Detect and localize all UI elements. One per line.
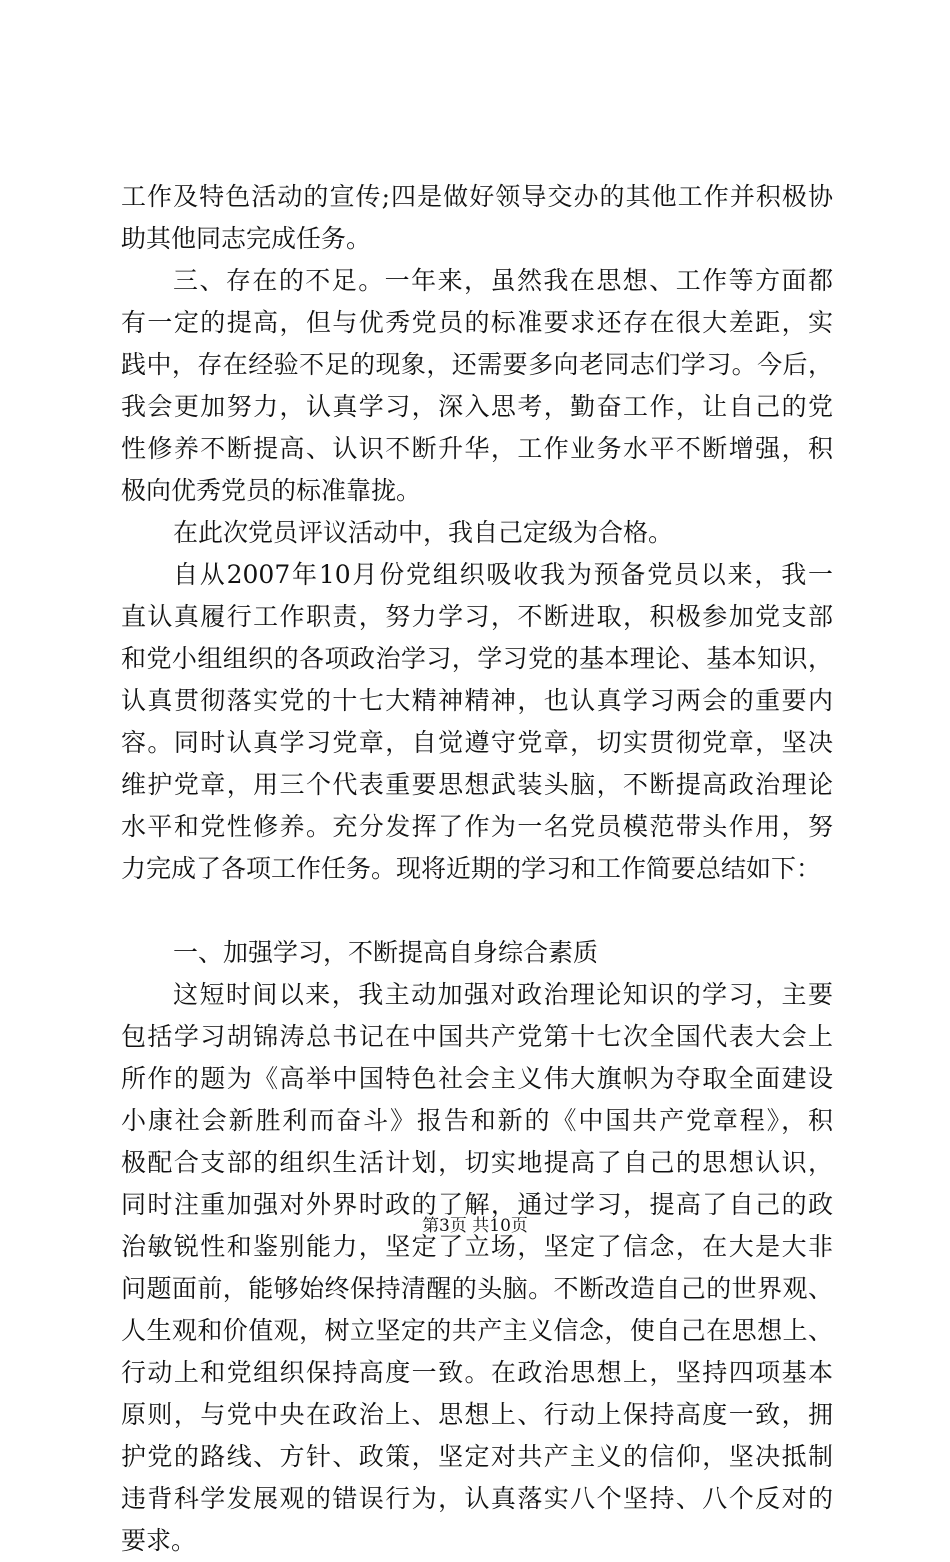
document-body [121,176,833,1562]
text-line: 违背科学发展观的错误行为，认真落实八个坚持、八个反对的 [121,1484,833,1513]
text-line: 极向优秀党员的标准靠拢。 [121,476,422,505]
paragraph [121,554,833,890]
text-line: 容。同时认真学习党章，自觉遵守党章，切实贯彻党章，坚决 [121,728,833,757]
text-line: 护党的路线、方针、政策，坚定对共产主义的信仰，坚决抵制 [121,1442,833,1471]
text-line: 原则，与党中央在政治上、思想上、行动上保持高度一致，拥 [121,1400,833,1429]
paragraph-spacer [121,890,833,932]
text-line: 工作及特色活动的宣传;四是做好领导交办的其他工作并积极协 [121,182,833,211]
text-line: 三、存在的不足。一年来，虽然我在思想、工作等方面都 [173,266,833,295]
text-line: 所作的题为《高举中国特色社会主义伟大旗帜为夺取全面建设 [121,1064,833,1093]
text-line: 行动上和党组织保持高度一致。在政治思想上，坚持四项基本 [121,1358,833,1387]
text-line: 在此次党员评议活动中，我自己定级为合格。 [173,518,674,547]
text-line: 自从2007年10月份党组织吸收我为预备党员以来，我一 [173,560,833,589]
text-line: 力完成了各项工作任务。现将近期的学习和工作简要总结如下： [121,854,822,883]
text-line: 人生观和价值观，树立坚定的共产主义信念，使自己在思想上、 [121,1316,833,1345]
text-line: 水平和党性修养。充分发挥了作为一名党员模范带头作用，努 [121,812,833,841]
text-line: 同时注重加强对外界时政的了解，通过学习，提高了自己的政 [121,1190,833,1219]
paragraph [121,974,833,1562]
paragraph [121,932,833,974]
text-line: 极配合支部的组织生活计划，切实地提高了自己的思想认识， [121,1148,833,1177]
text-line: 包括学习胡锦涛总书记在中国共产党第十七次全国代表大会上 [121,1022,833,1051]
text-line: 小康社会新胜利而奋斗》报告和新的《中国共产党章程》，积 [121,1106,833,1135]
text-line: 治敏锐性和鉴别能力，坚定了立场，坚定了信念，在大是大非 [121,1232,833,1261]
paragraph [121,176,833,260]
text-line: 直认真履行工作职责，努力学习，不断进取，积极参加党支部 [121,602,833,631]
text-line: 性修养不断提高、认识不断升华，工作业务水平不断增强，积 [121,434,833,463]
paragraph [121,512,833,554]
text-line: 要求。 [121,1526,197,1555]
text-line: 认真贯彻落实党的十七大精神精神，也认真学习两会的重要内 [121,686,833,715]
page-footer: 第3页 共10页 [422,1216,528,1236]
text-line: 维护党章，用三个代表重要思想武装头脑，不断提高政治理论 [121,770,833,799]
text-line: 和党小组组织的各项政治学习，学习党的基本理论、基本知识， [121,644,833,673]
text-line: 这短时间以来，我主动加强对政治理论知识的学习，主要 [173,980,833,1009]
text-line: 助其他同志完成任务。 [121,224,372,253]
text-line: 一、加强学习，不断提高自身综合素质 [173,938,599,967]
text-line: 我会更加努力，认真学习，深入思考，勤奋工作，让自己的党 [121,392,833,421]
text-line: 践中，存在经验不足的现象，还需要多向老同志们学习。今后， [121,350,833,379]
text-line: 问题面前，能够始终保持清醒的头脑。不断改造自己的世界观、 [121,1274,833,1303]
paragraph [121,260,833,512]
text-line: 有一定的提高，但与优秀党员的标准要求还存在很大差距，实 [121,308,833,337]
